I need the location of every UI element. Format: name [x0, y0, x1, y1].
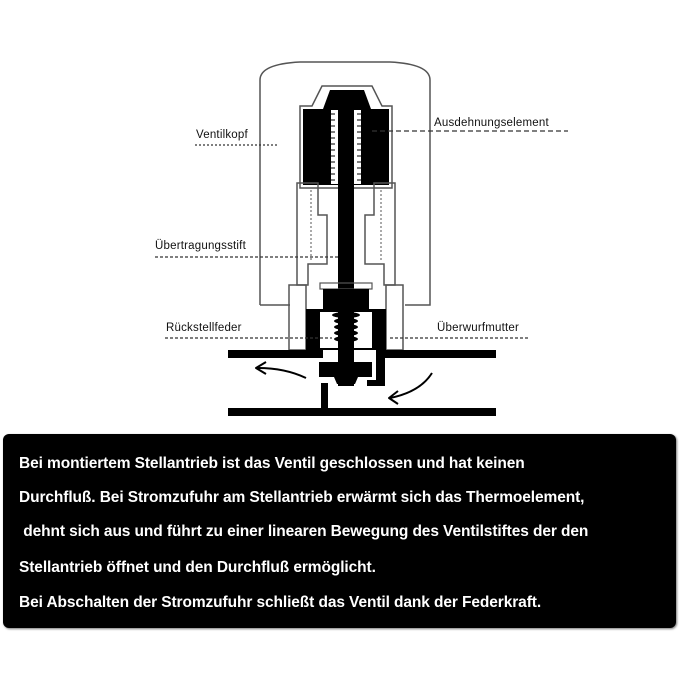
description-line-1: Bei montiertem Stellantrieb ist das Ventil geschlossen und hat keinen — [19, 455, 525, 472]
return-spring — [332, 312, 360, 342]
description-panel — [3, 434, 676, 628]
valve-seat-left — [321, 383, 328, 411]
pipe-lower-wall — [228, 408, 496, 416]
threaded-sleeve-left — [297, 183, 327, 285]
flow-arrow-out-icon — [256, 362, 306, 378]
valve-disc — [319, 362, 372, 384]
union-nut-left — [289, 285, 306, 350]
description-line-3: dehnt sich aus und führt zu einer linearen Bewegung des Ventilstiftes der den — [19, 523, 589, 540]
label-rueckstellfeder: Rückstellfeder — [166, 322, 242, 334]
pipe-upper-wall-left — [228, 350, 323, 358]
description-line-4: Stellantrieb öffnet und den Durchfluß ermöglicht. — [19, 559, 376, 576]
label-ueberwurfmutter: Überwurfmutter — [437, 322, 520, 334]
union-nut-right — [386, 285, 403, 350]
threaded-sleeve-right — [365, 183, 395, 285]
description-line-5: Bei Abschalten der Stromzufuhr schließt das Ventil dank der Federkraft. — [19, 594, 542, 611]
description-line-2: Durchfluß. Bei Stromzufuhr am Stellantrieb erwärmt sich das Thermoelement, — [19, 489, 585, 506]
flow-arrow-in-icon — [389, 373, 432, 404]
label-ausdehnungselement: Ausdehnungselement — [434, 117, 549, 129]
pipe-upper-wall-right — [383, 350, 496, 358]
label-uebertragungsstift: Übertragungsstift — [155, 240, 246, 252]
label-ventilkopf: Ventilkopf — [196, 129, 248, 141]
